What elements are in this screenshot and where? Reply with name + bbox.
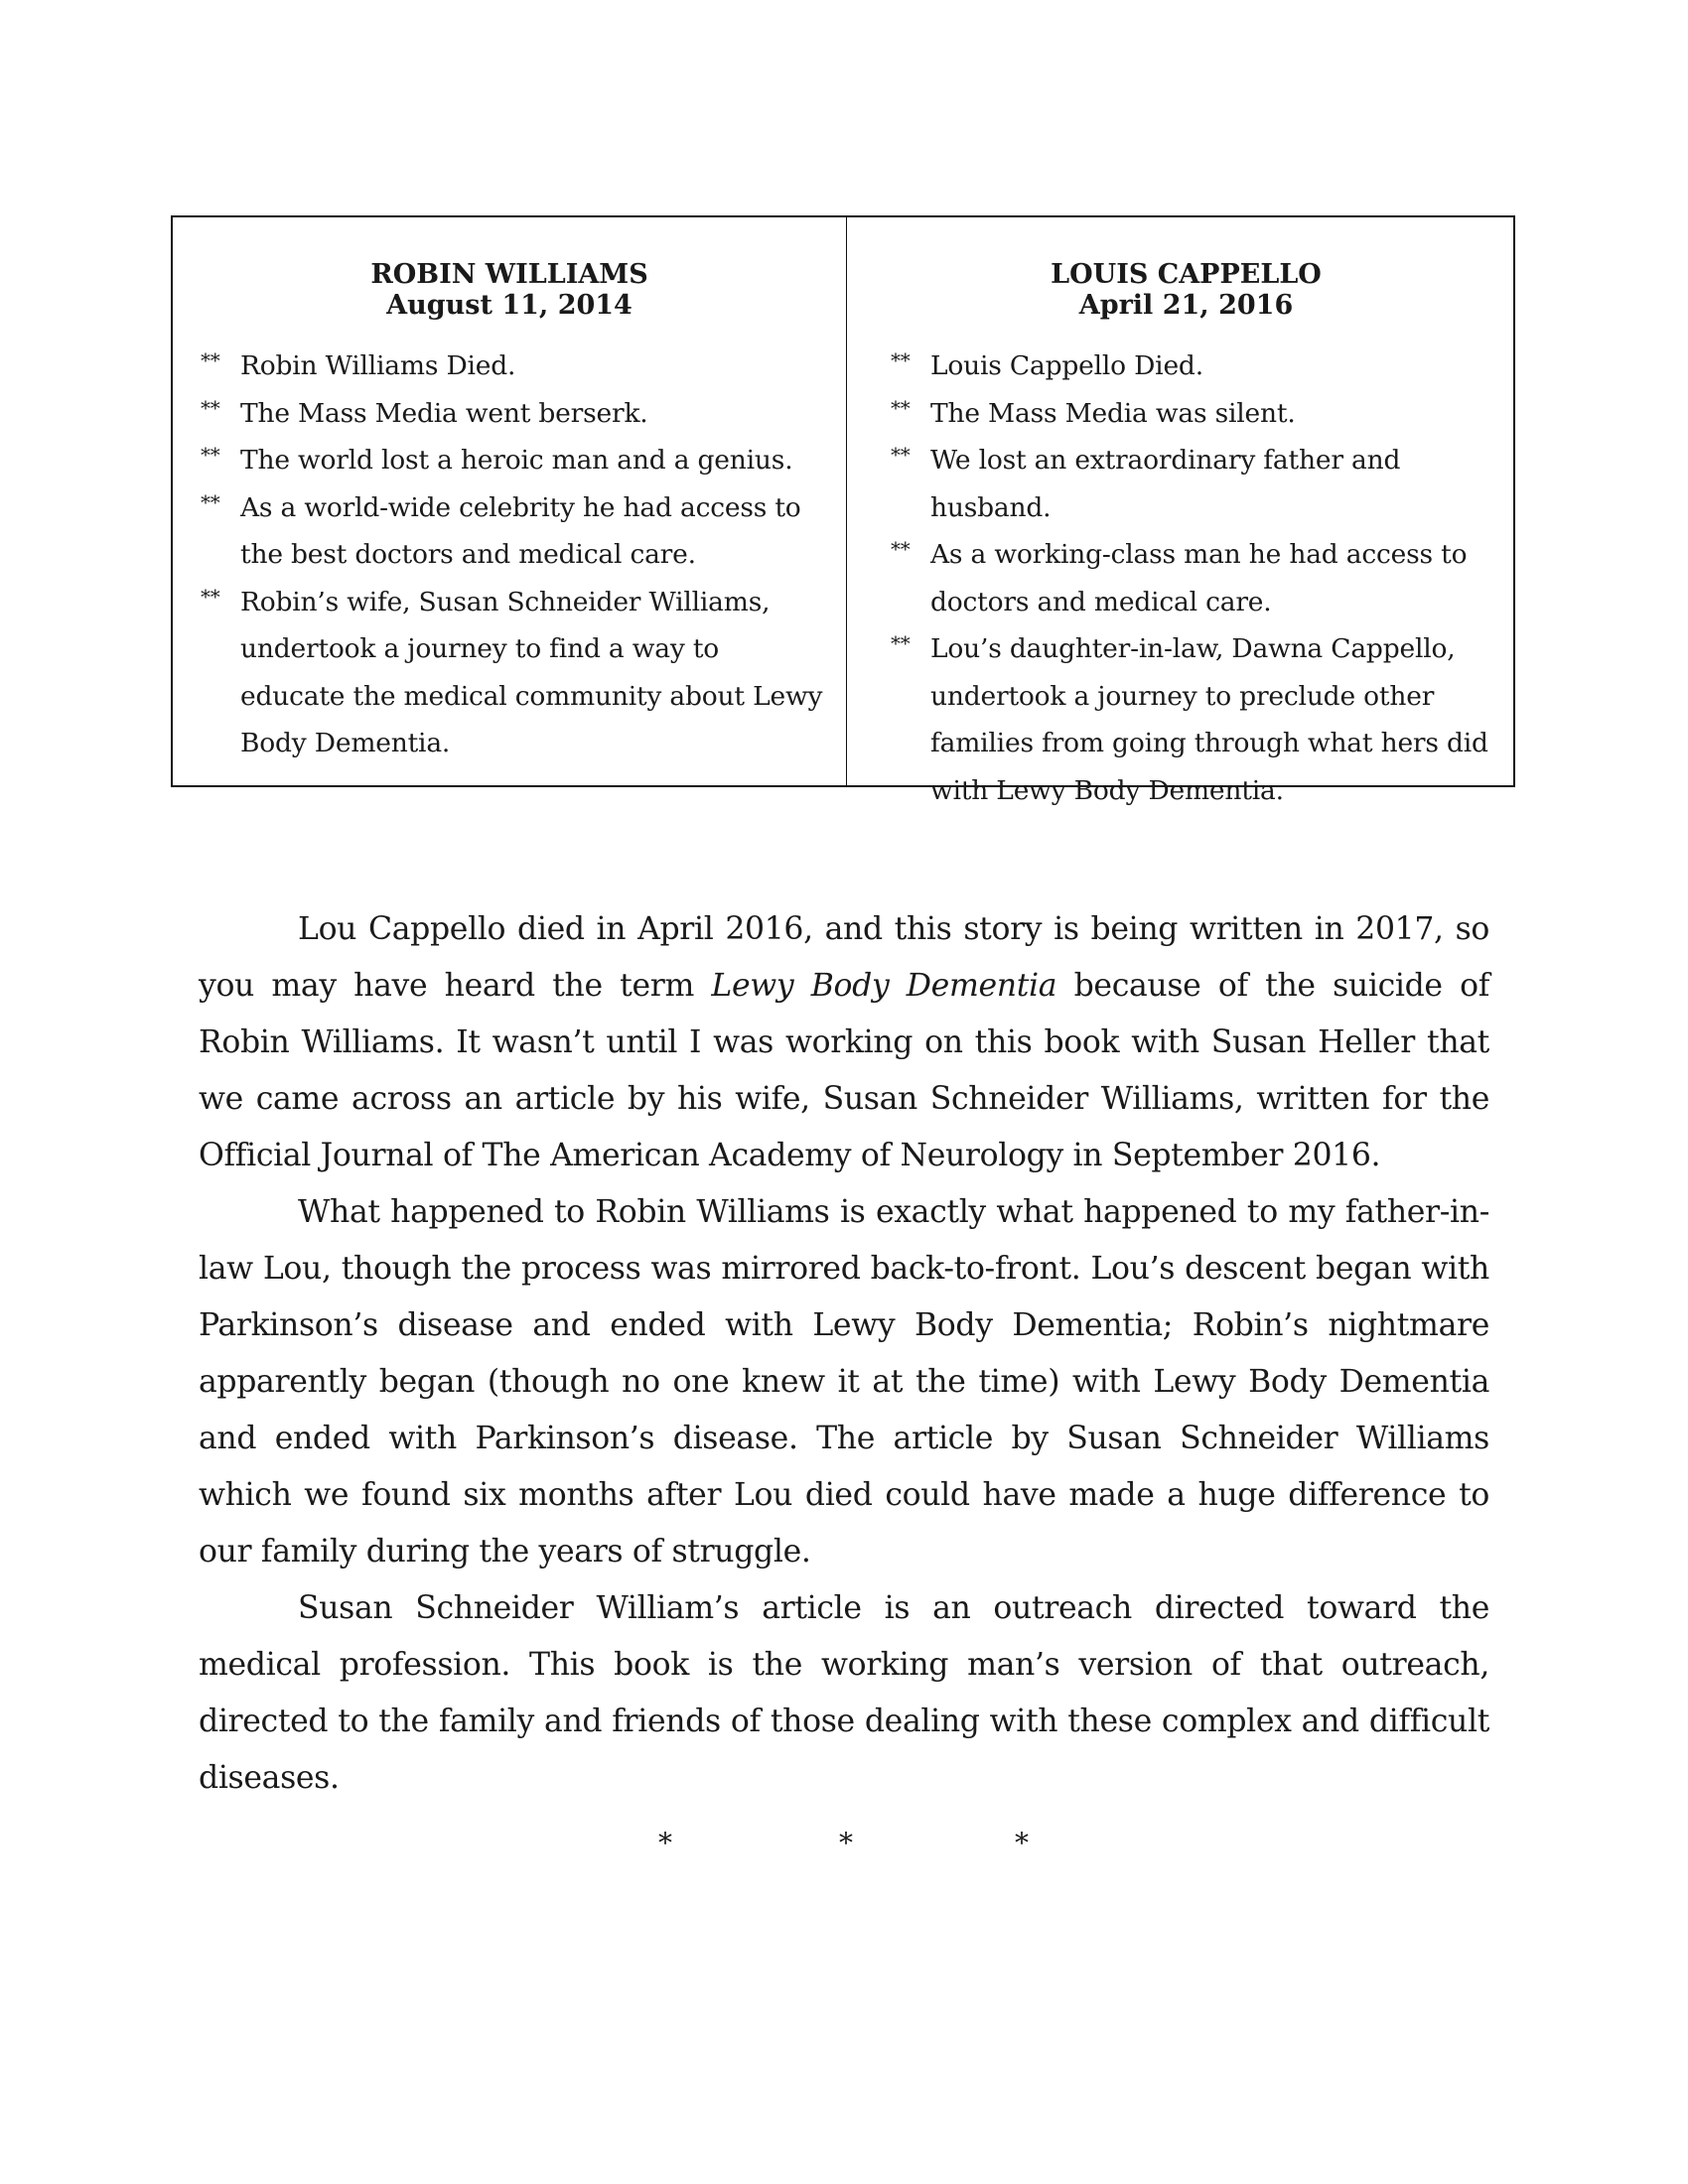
list-item-text: Robin’s wife, Susan Schneider Williams, undertook a journey to find a way to educate the medical community about Lewy Body Dementia. [240,586,823,758]
list-item [891,437,1501,531]
list-item-text: The Mass Media was silent. [930,397,1296,429]
column-heading [201,259,830,321]
body-text [199,901,1489,1807]
paragraph [199,901,1489,1184]
list-item-text: Louis Cappello Died. [930,350,1203,381]
bullet-mark: ** [891,395,911,420]
list-item [891,531,1501,625]
bullet-mark: ** [201,348,220,372]
list-item [201,437,830,484]
comparison-table [171,215,1515,806]
column-date: April 21, 2016 [1078,290,1294,321]
bullet-mark: ** [891,631,911,655]
italic-term: Lewy Body Dementia [711,968,1057,1004]
comparison-list [201,342,830,767]
column-name: LOUIS CAPPELLO [1051,259,1322,290]
column-date: August 11, 2014 [386,290,633,321]
bullet-mark: ** [201,584,220,609]
separator-asterisk: * [658,1827,672,1859]
separator-asterisk: * [839,1827,853,1859]
column-heading [891,259,1501,321]
bullet-mark: ** [201,443,220,467]
paragraph-text: Lou Cappello died in April 2016, and this story is being written in 2017, so you may have heard the term [199,911,1489,1004]
list-item-text: Lou’s daughter-in-law, Dawna Cappello, undertook a journey to preclude other families from going through what hers did with Lewy Body Dementia. [930,633,1488,806]
list-item [891,390,1501,438]
list-item-text: Robin Williams Died. [240,350,516,381]
bullet-mark: ** [201,395,220,420]
bullet-mark: ** [891,348,911,372]
bullet-mark: ** [201,489,220,514]
list-item-text: We lost an extraordinary father and husband. [930,445,1401,523]
comparison-list [891,342,1501,814]
list-item-text: As a world-wide celebrity he had access to the best doctors and medical care. [240,491,801,570]
paragraph-text: because of the suicide of Robin Williams. It wasn’t until I was working on this book with Susan Heller that we came across an article by his wife, Susan Schneider Williams, written for the Official Journal of The American Academy of Neurology in September 2016. [199,968,1490,1173]
list-item [201,390,830,438]
list-item-text: The world lost a heroic man and a genius. [240,445,793,476]
list-item [891,342,1501,390]
list-item [201,579,830,767]
list-item [201,342,830,390]
list-item-text: The Mass Media went berserk. [240,397,648,429]
paragraph: What happened to Robin Williams is exactly what happened to my father-in-law Lou, though the process was mirrored back-to-front. Lou’s descent began with Parkinson’s disease and ended with Lewy Body Dementia; Robin’s nightmare apparently began (though no one knew it at the time) with Lewy Body Dementia and ended with Parkinson’s disease. The article by Susan Schneider Williams which we found six months after Lou died could have made a huge difference to our family during the years of struggle. [199,1194,1489,1570]
list-item-text: As a working-class man he had access to doctors and medical care. [930,539,1468,617]
list-item [891,625,1501,814]
section-separator [0,1827,1688,1866]
paragraph: Susan Schneider William’s article is an outreach directed toward the medical profession. This book is the working man’s version of that outreach, directed to the family and friends of those dealing with these complex and difficult diseases. [199,1590,1489,1796]
comparison-column-louis-cappello [847,217,1513,806]
separator-asterisk: * [1015,1827,1029,1859]
bullet-mark: ** [891,537,911,561]
column-name: ROBIN WILLIAMS [370,259,648,290]
comparison-column-robin-williams [173,217,847,785]
bullet-mark: ** [891,443,911,467]
list-item [201,484,830,579]
